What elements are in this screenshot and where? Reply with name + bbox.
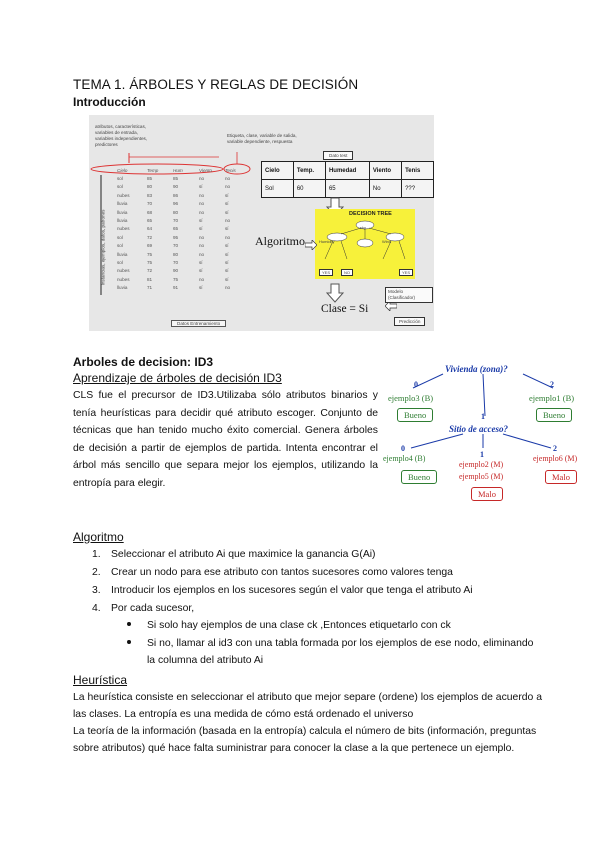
table-cell: 65 bbox=[147, 218, 153, 224]
table-cell: 68 bbox=[147, 209, 153, 215]
right-leaf: Bueno bbox=[536, 408, 572, 422]
table-cell: 72 bbox=[147, 234, 153, 240]
training-data-label: Datos Entrenamiento bbox=[171, 320, 226, 327]
table-cell: sí bbox=[199, 268, 203, 274]
step-number: 4. bbox=[92, 603, 101, 614]
table-row bbox=[115, 191, 249, 199]
training-header-cell: Viento bbox=[199, 167, 212, 173]
tree-wind: Wind bbox=[382, 239, 392, 244]
heuristica-heading: Heurística bbox=[73, 673, 128, 687]
c1-leaf: Malo bbox=[471, 487, 503, 501]
table-row bbox=[115, 174, 249, 182]
root-question: Vivienda (zona)? bbox=[445, 364, 508, 374]
table-cell: 65 bbox=[173, 226, 179, 232]
test-header-cell: Temp. bbox=[293, 162, 325, 180]
table-cell: sol bbox=[117, 176, 123, 182]
table-cell: sí bbox=[199, 226, 203, 232]
table-cell: nubes bbox=[117, 226, 130, 232]
bullet-icon bbox=[127, 640, 131, 644]
step-number: 2. bbox=[92, 567, 101, 578]
table-cell: no bbox=[199, 276, 205, 282]
table-row bbox=[115, 233, 249, 241]
bullet-text: Si solo hay ejemplos de una clase ck ,Entonces etiquetarlo con ck bbox=[147, 620, 451, 631]
table-cell: sí bbox=[225, 201, 229, 207]
test-cell: ??? bbox=[402, 180, 434, 198]
branch-0: 0 bbox=[414, 380, 418, 389]
table-row bbox=[115, 250, 249, 258]
branch-1: 1 bbox=[481, 412, 485, 421]
test-header-cell: Humedad bbox=[325, 162, 369, 180]
table-cell: sí bbox=[225, 268, 229, 274]
table-cell: no bbox=[199, 176, 205, 182]
table-cell: sí bbox=[199, 259, 203, 265]
section2-subheading: Aprendizaje de árboles de decisión ID3 bbox=[73, 371, 282, 385]
table-cell: sol bbox=[117, 259, 123, 265]
c1-example-2: ejemplo5 (M) bbox=[459, 472, 504, 481]
table-cell: 70 bbox=[147, 201, 153, 207]
training-header-cell: Tenis bbox=[225, 167, 236, 173]
table-cell: 75 bbox=[173, 276, 179, 282]
table-row bbox=[115, 275, 249, 283]
table-cell: no bbox=[199, 243, 205, 249]
branch-2: 2 bbox=[550, 380, 554, 389]
test-cell: 65 bbox=[325, 180, 369, 198]
table-cell: 75 bbox=[147, 259, 153, 265]
step-text: Seleccionar el atributo Ai que maximice la ganancia G(Ai) bbox=[111, 549, 376, 560]
c1-example-1: ejemplo2 (M) bbox=[459, 460, 504, 469]
table-row bbox=[115, 267, 249, 275]
mid-question: Sitio de acceso? bbox=[449, 424, 508, 434]
training-header-cell: Hum bbox=[173, 167, 183, 173]
right-arrow-icon bbox=[305, 240, 317, 250]
test-header-cell: Viento bbox=[369, 162, 401, 180]
table-cell: 71 bbox=[147, 285, 153, 291]
table-row bbox=[115, 216, 249, 224]
table-cell: 70 bbox=[173, 259, 179, 265]
table-cell: nubes bbox=[117, 268, 130, 274]
table-cell: no bbox=[225, 218, 231, 224]
heuristica-line-2: las clases. La entropía es una medida de cómo está ordenado el universo bbox=[73, 709, 414, 720]
test-cell: 60 bbox=[293, 180, 325, 198]
table-cell: sí bbox=[225, 209, 229, 215]
table-cell: nubes bbox=[117, 192, 130, 198]
tree-humidity: Humidity bbox=[319, 239, 335, 244]
table-cell: 69 bbox=[147, 243, 153, 249]
tree-leaf-yes-2: YES bbox=[399, 269, 413, 276]
label-note: Etiqueta, clase, variable de salida, variable dependiente, respuesta bbox=[227, 133, 297, 144]
left-leaf: Bueno bbox=[397, 408, 433, 422]
test-header-cell: Tenis bbox=[402, 162, 434, 180]
step-text: Introducir los ejemplos en los sucesores según el valor que tenga el atributo Ai bbox=[111, 585, 473, 596]
tree-leaf-no: NO bbox=[341, 269, 353, 276]
step-number: 1. bbox=[92, 549, 101, 560]
table-cell: 70 bbox=[173, 243, 179, 249]
table-cell: 80 bbox=[173, 209, 179, 215]
c0-example: ejemplo4 (B) bbox=[383, 454, 426, 463]
table-cell: sí bbox=[225, 276, 229, 282]
step-text: Por cada sucesor, bbox=[111, 603, 195, 614]
step-text: Crear un nodo para ese atributo con tantos sucesores como valores tenga bbox=[111, 567, 453, 578]
algoritmo-figure-label: Algoritmo bbox=[255, 234, 305, 248]
instances-label: Instancias, ejemplos, datos, patrones bbox=[100, 209, 106, 286]
table-cell: 80 bbox=[147, 184, 153, 190]
test-cell: Sol bbox=[262, 180, 294, 198]
table-cell: 85 bbox=[173, 176, 179, 182]
branch-c1: 1 bbox=[480, 450, 484, 459]
intro-figure bbox=[89, 115, 434, 331]
table-cell: 83 bbox=[147, 192, 153, 198]
table-row bbox=[115, 225, 249, 233]
table-cell: 70 bbox=[173, 218, 179, 224]
intro-heading: Introducción bbox=[73, 95, 146, 109]
table-cell: no bbox=[225, 234, 231, 240]
table-cell: lluvia bbox=[117, 251, 128, 257]
table-row bbox=[115, 258, 249, 266]
training-table bbox=[115, 166, 249, 292]
table-cell: sí bbox=[225, 251, 229, 257]
table-cell: 64 bbox=[147, 226, 153, 232]
table-cell: sí bbox=[199, 285, 203, 291]
modelo-label: Modelo (Clasificador) bbox=[385, 287, 433, 303]
table-cell: no bbox=[225, 184, 231, 190]
table-cell: no bbox=[199, 201, 205, 207]
table-cell: sí bbox=[225, 226, 229, 232]
section2-heading: Arboles de decision: ID3 bbox=[73, 355, 214, 369]
section2-paragraph: CLS fue el precursor de ID3.Utilizaba sólo atributos binarios y tenía heurísticas para decidir qué atributo escoger. Conjunto de técnicas que han tenido mucho éxito comercial. Genera árboles de decisión a partir de ejemplos de partida. Intenta encontrar el árbol más sencillo que separa mejor los ejemplos, utilizando la entropía para elegir. bbox=[73, 390, 378, 489]
table-row bbox=[115, 200, 249, 208]
table-row bbox=[115, 283, 249, 291]
table-cell: 72 bbox=[147, 268, 153, 274]
table-cell: 96 bbox=[173, 201, 179, 207]
table-cell: 81 bbox=[147, 276, 153, 282]
table-cell: 85 bbox=[147, 176, 153, 182]
table-cell: lluvia bbox=[117, 285, 128, 291]
table-cell: no bbox=[199, 209, 205, 215]
attributes-note: atributos, características, variables de entrada, variables independientes, predictores bbox=[95, 124, 148, 147]
branch-c0: 0 bbox=[401, 444, 405, 453]
prediccion-label: Predicción bbox=[394, 317, 425, 326]
c0-leaf: Bueno bbox=[401, 470, 437, 484]
table-cell: 90 bbox=[173, 184, 179, 190]
tree-leaf-yes: YES bbox=[319, 269, 333, 276]
table-row bbox=[115, 242, 249, 250]
page-title: TEMA 1. ÁRBOLES Y REGLAS DE DECISIÓN bbox=[73, 77, 359, 92]
test-data-label: Dato test bbox=[323, 151, 353, 160]
table-row bbox=[115, 183, 249, 191]
decision-tree-label: DECISION TREE bbox=[349, 211, 392, 217]
table-cell: 86 bbox=[173, 192, 179, 198]
class-result: Clase = Si bbox=[321, 303, 369, 315]
test-cell: No bbox=[369, 180, 401, 198]
table-cell: 80 bbox=[173, 251, 179, 257]
table-cell: no bbox=[225, 285, 231, 291]
heuristica-line-4: sobre atributos) qué hace falta suministrar para conocer la clase a la que pertenece un ejemplo. bbox=[73, 743, 515, 754]
table-cell: no bbox=[199, 234, 205, 240]
step-number: 3. bbox=[92, 585, 101, 596]
bullet-icon bbox=[127, 622, 131, 626]
right-example: ejemplo1 (B) bbox=[529, 393, 575, 403]
table-cell: sol bbox=[117, 234, 123, 240]
c2-example: ejemplo6 (M) bbox=[533, 454, 578, 463]
bullet-text: la columna del atributo Ai bbox=[147, 655, 264, 666]
table-cell: 95 bbox=[173, 234, 179, 240]
table-cell: sí bbox=[199, 218, 203, 224]
table-cell: lluvia bbox=[117, 218, 128, 224]
table-cell: 75 bbox=[147, 251, 153, 257]
table-cell: no bbox=[199, 251, 205, 257]
down-arrow-icon-2 bbox=[325, 283, 345, 303]
bullet-text: Si no, llamar al id3 con una tabla formada por los ejemplos de ese nodo, eliminando bbox=[147, 638, 534, 649]
table-cell: 90 bbox=[173, 268, 179, 274]
branch-c2: 2 bbox=[553, 444, 557, 453]
table-cell: sí bbox=[199, 184, 203, 190]
tree-root: sky bbox=[360, 225, 366, 230]
table-cell: no bbox=[199, 192, 205, 198]
test-table bbox=[261, 161, 434, 198]
table-cell: sí bbox=[225, 243, 229, 249]
table-cell: sol bbox=[117, 184, 123, 190]
table-cell: lluvia bbox=[117, 209, 128, 215]
table-cell: sol bbox=[117, 243, 123, 249]
id3-tree-diagram bbox=[383, 360, 583, 510]
table-cell: 91 bbox=[173, 285, 179, 291]
table-cell: sí bbox=[225, 259, 229, 265]
table-cell: nubes bbox=[117, 276, 130, 282]
table-cell: no bbox=[225, 176, 231, 182]
c2-leaf: Malo bbox=[545, 470, 577, 484]
training-header-cell: Cielo bbox=[117, 167, 128, 173]
algoritmo-heading: Algoritmo bbox=[73, 530, 124, 544]
table-row bbox=[115, 208, 249, 216]
heuristica-line-3: La teoría de la información (basada en la entropía) calcula el número de bits (información, preguntas bbox=[73, 726, 537, 737]
test-header-cell: Cielo bbox=[262, 162, 294, 180]
heuristica-line-1: La heurística consiste en seleccionar el atributo que mejor separe (ordene) los ejemplos de acuerdo a bbox=[73, 692, 542, 703]
training-header-cell: Temp bbox=[147, 167, 159, 173]
table-cell: sí bbox=[225, 192, 229, 198]
left-example: ejemplo3 (B) bbox=[388, 393, 434, 403]
table-cell: lluvia bbox=[117, 201, 128, 207]
